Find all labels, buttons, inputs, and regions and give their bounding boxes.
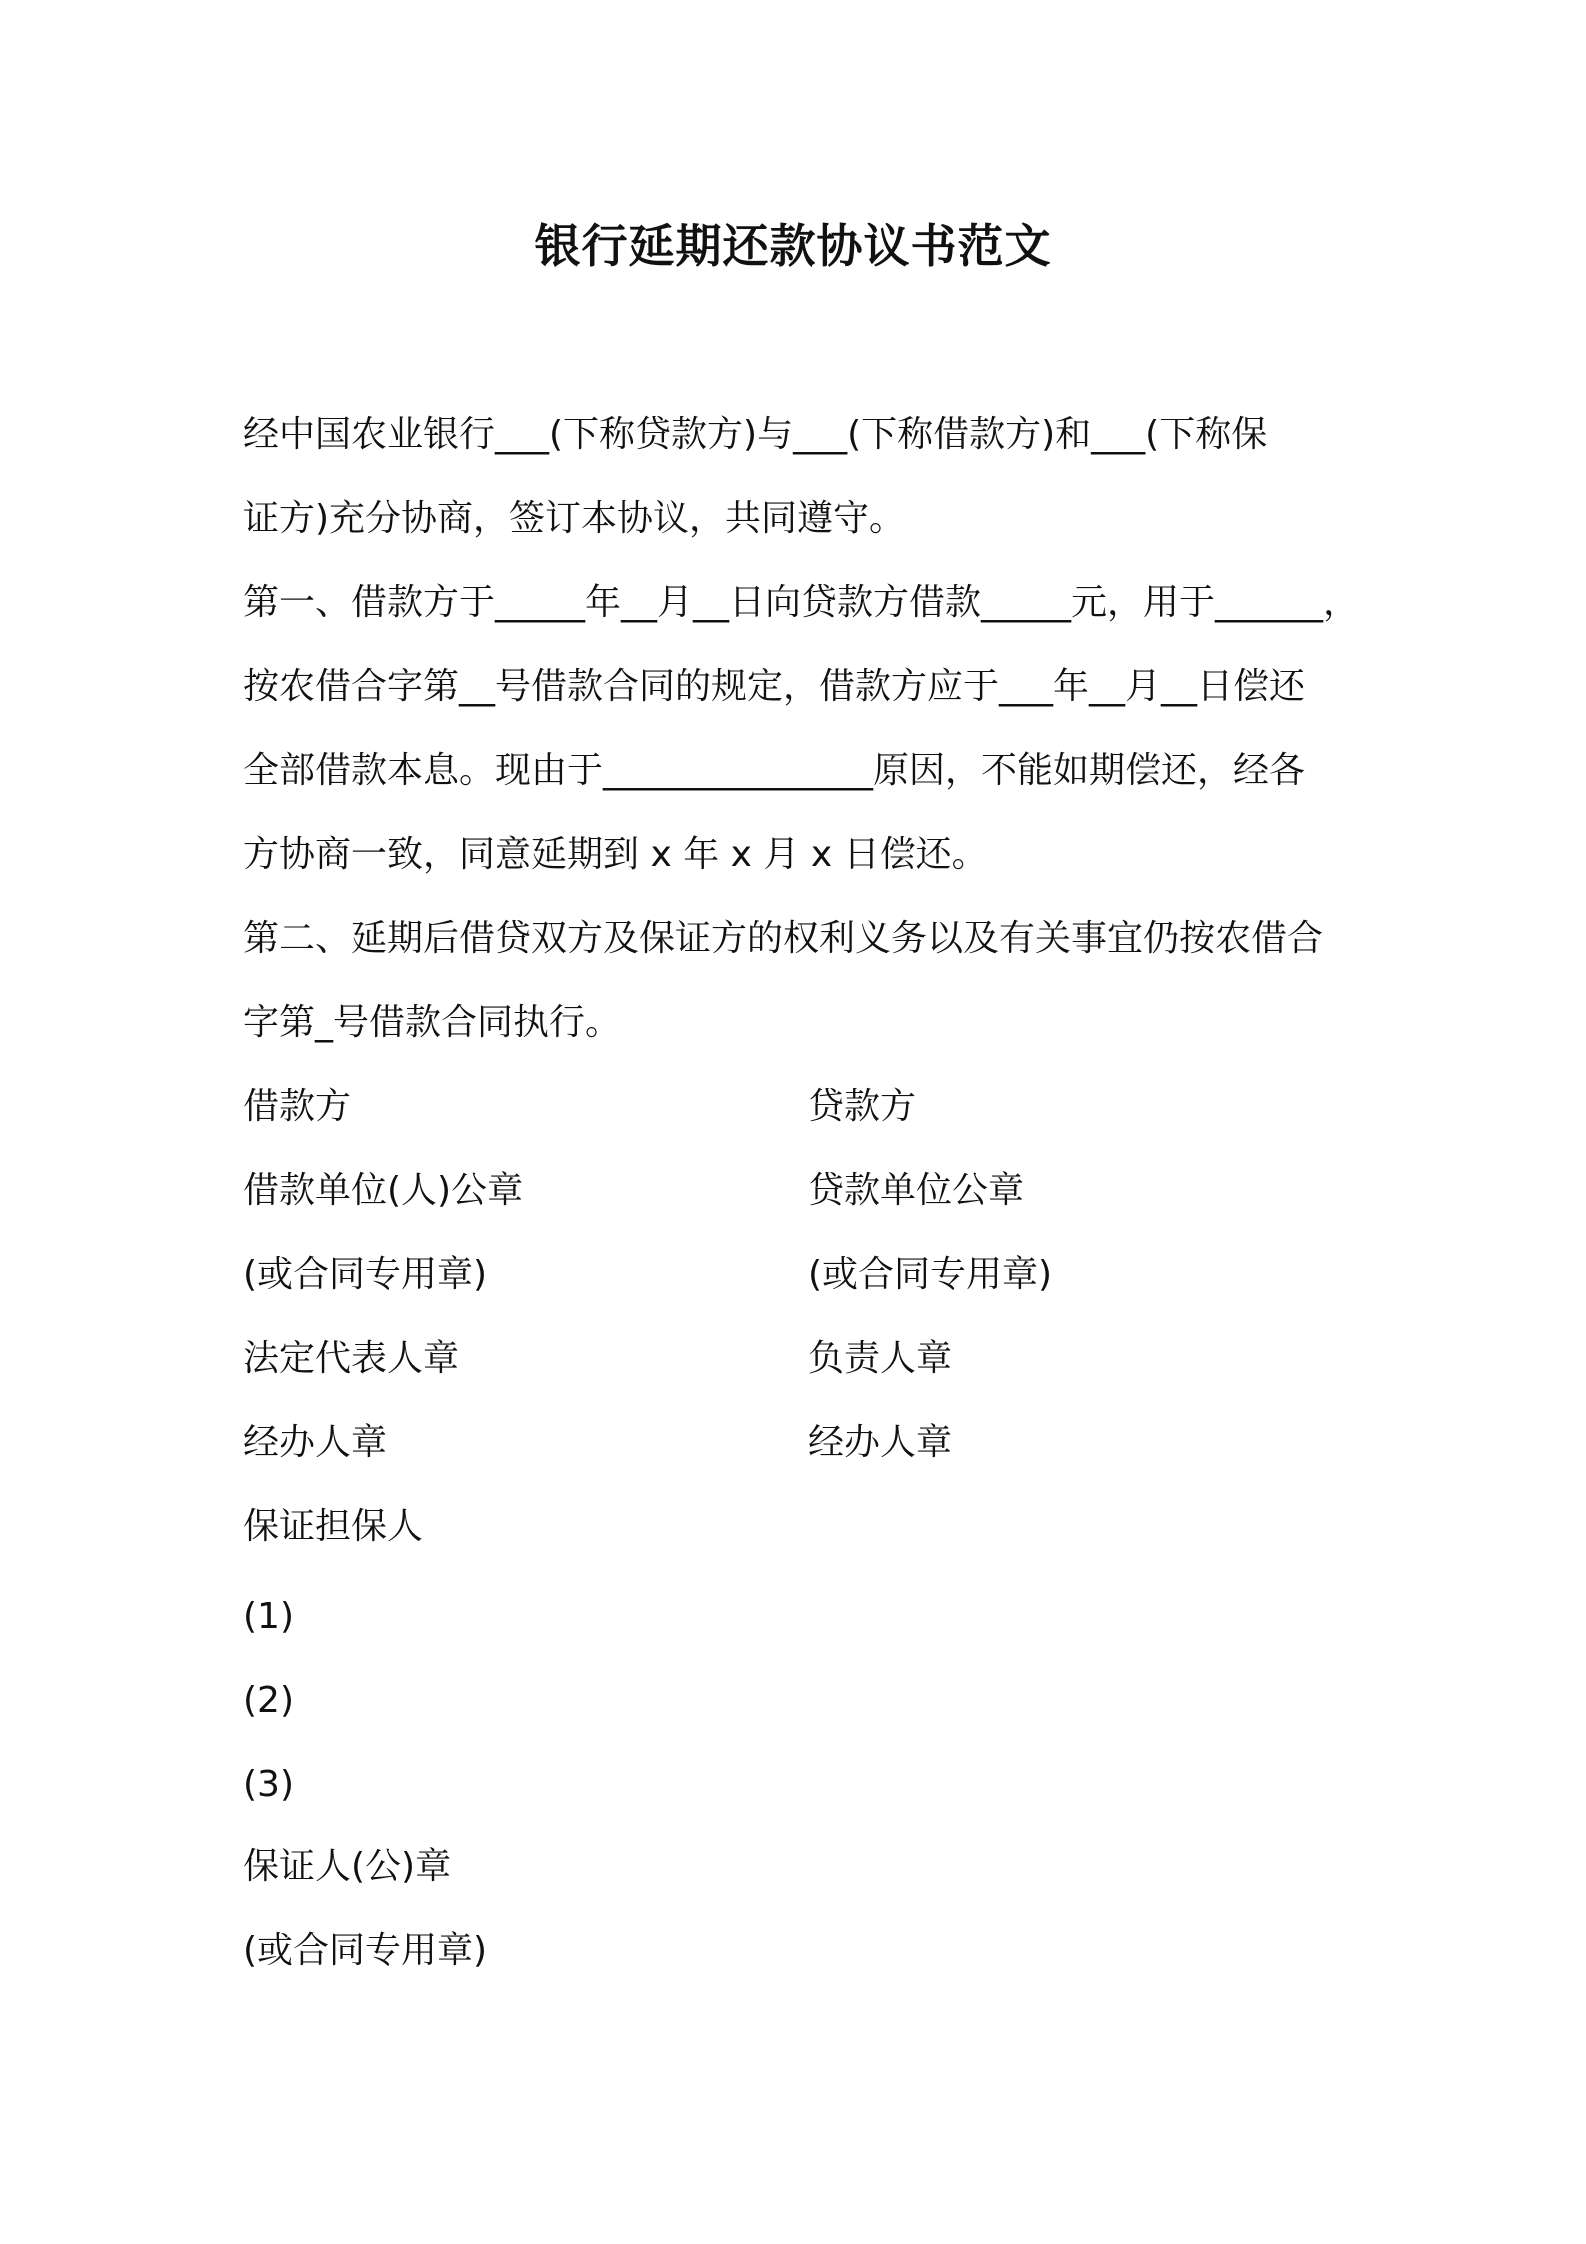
guarantor-seal: 保证人(公)章: [243, 1846, 452, 1887]
paragraph-line: 按农借合字第__号借款合同的规定，借款方应于___年__月__日偿还: [243, 666, 1306, 707]
guarantor-item: (2): [243, 1680, 294, 1721]
borrower-seal-note: (或合同专用章): [243, 1254, 488, 1295]
paragraph-line: 第二、延期后借贷双方及保证方的权利义务以及有关事宜仍按农借合: [243, 918, 1324, 959]
borrower-representative-seal: 法定代表人章: [243, 1338, 460, 1379]
borrower-handler-seal: 经办人章: [243, 1422, 388, 1463]
guarantor-item: (3): [243, 1764, 294, 1805]
guarantor-heading: 保证担保人: [243, 1506, 424, 1547]
guarantor-item: (1): [243, 1596, 294, 1637]
paragraph-line: 全部借款本息。现由于_______________原因，不能如期偿还，经各: [243, 750, 1306, 791]
paragraph-line: 第一、借款方于_____年__月__日向贷款方借款_____元，用于______，: [243, 582, 1360, 623]
lender-seal: 贷款单位公章: [808, 1170, 1025, 1211]
document-title: 银行延期还款协议书范文: [534, 219, 1052, 273]
paragraph-line: 证方)充分协商，签订本协议，共同遵守。: [243, 498, 906, 539]
guarantor-seal-note: (或合同专用章): [243, 1930, 488, 1971]
borrower-seal: 借款单位(人)公章: [243, 1170, 524, 1211]
lender-seal-note: (或合同专用章): [808, 1254, 1053, 1295]
lender-responsible-seal: 负责人章: [808, 1338, 953, 1379]
borrower-label: 借款方: [243, 1086, 352, 1127]
lender-handler-seal: 经办人章: [808, 1422, 953, 1463]
paragraph-line: 方协商一致，同意延期到 x 年 x 月 x 日偿还。: [243, 834, 988, 875]
paragraph-line: 字第_号借款合同执行。: [243, 1002, 622, 1043]
lender-label: 贷款方: [808, 1086, 917, 1127]
paragraph-line: 经中国农业银行___(下称贷款方)与___(下称借款方)和___(下称保: [243, 414, 1268, 455]
